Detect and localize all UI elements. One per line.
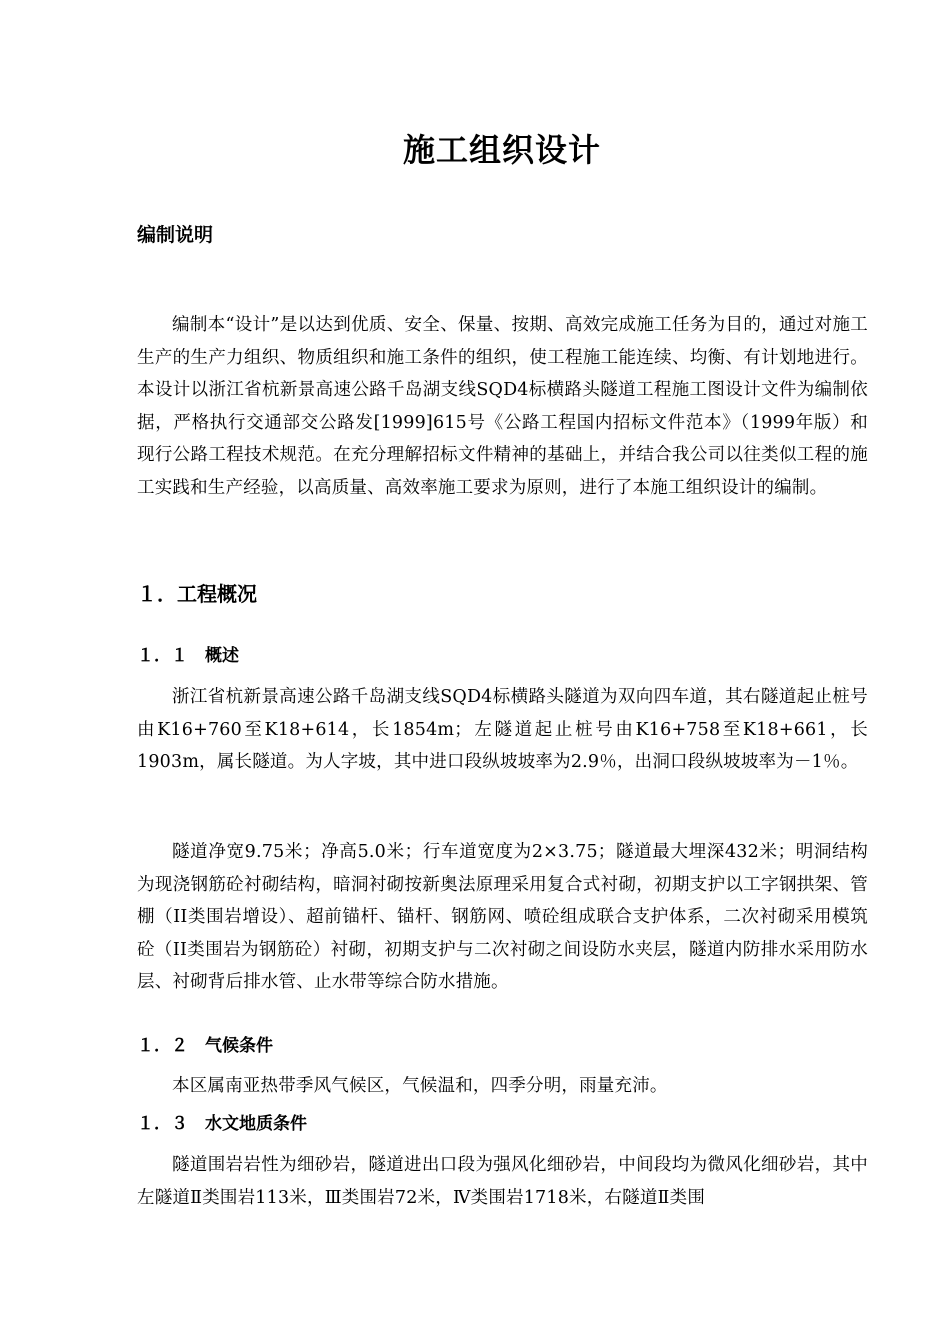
preface-heading: 编制说明: [137, 224, 214, 246]
section-1-3-paragraph: 隧道围岩岩性为细砂岩，隧道进出口段为强风化细砂岩，中间段均为微风化细砂岩，其中左隧道Ⅱ类围岩113米，Ⅲ类围岩72米，Ⅳ类围岩1718米，右隧道Ⅱ类围: [137, 1155, 868, 1208]
section-1-heading: １．工程概况: [137, 582, 257, 606]
preface-paragraph: 编制本“设计”是以达到优质、安全、保量、按期、高效完成施工任务为目的，通过对施工生产的生产力组织、物质组织和施工条件的组织，使工程施工能连续、均衡、有计划地进行。本设计以浙江省杭新景高速公路千岛湖支线SQD4标横路头隧道工程施工图设计文件为编制依据，严格执行交通部交公路发[1999]615号《公路工程国内招标文件范本》（1999年版）和现行公路工程技术规范。在充分理解招标文件精神的基础上，并结合我公司以往类似工程的施工实践和生产经验，以高质量、高效率施工要求为原则，进行了本施工组织设计的编制。: [137, 315, 868, 498]
section-1-2-paragraph: 本区属南亚热带季风气候区，气候温和，四季分明，雨量充沛。: [172, 1076, 668, 1096]
section-1-1-heading: １．１ 概述: [137, 646, 239, 666]
section-1-1-paragraph-2: 隧道净宽9.75米；净高5.0米；行车道宽度为2×3.75；隧道最大埋深432米；明洞结构为现浇钢筋砼衬砌结构，暗洞衬砌按新奥法原理采用复合式衬砌，初期支护以工字钢拱架、管棚（II类围岩增设）、超前锚杆、锚杆、钢筋网、喷砼组成联合支护体系，二次衬砌采用模筑砼（II类围岩为钢筋砼）衬砌，初期支护与二次衬砌之间设防水夹层，隧道内防排水采用防水层、衬砌背后排水管、止水带等综合防水措施。: [137, 842, 868, 992]
document-title: 施工组织设计: [402, 131, 601, 169]
section-1-2-heading: １．２ 气候条件: [137, 1036, 273, 1056]
section-1-1-paragraph-1: 浙江省杭新景高速公路千岛湖支线SQD4标横路头隧道为双向四车道，其右隧道起止桩号由K16+760至K18+614，长1854m；左隧道起止桩号由K16+758至K18+661，长1903m，属长隧道。为人字坡，其中进口段纵坡坡率为2.9％，出洞口段纵坡坡率为－1％。: [137, 687, 868, 772]
section-1-3-heading: １．３ 水文地质条件: [137, 1114, 307, 1134]
